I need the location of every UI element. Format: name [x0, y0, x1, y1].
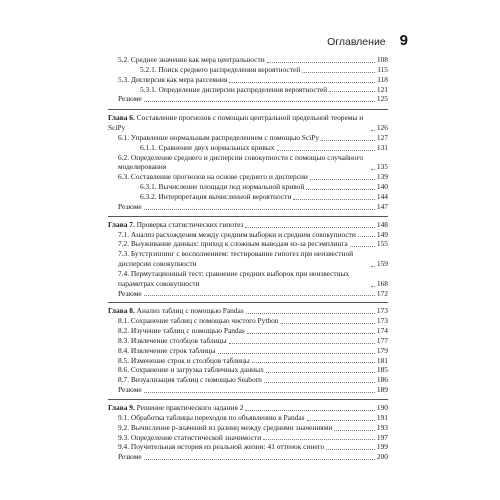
- dot-leader: [229, 343, 375, 344]
- entry-page-number: 126: [376, 123, 388, 133]
- entry-title: Резюме: [118, 452, 142, 462]
- entry-page-number: 199: [376, 442, 388, 452]
- entry-page-number: 200: [376, 452, 388, 462]
- entry-title: 6.3.2. Интерпретация вычисленной вероятности: [140, 191, 292, 201]
- entry-page-number: 139: [376, 172, 388, 182]
- entry-page-number: 173: [376, 306, 388, 316]
- dot-leader: [144, 295, 375, 296]
- entry-page-number: 173: [376, 316, 388, 326]
- entry-title: 8.1. Сохранение таблиц с помощью чистого Python: [118, 316, 279, 326]
- entry-page-number: 149: [376, 229, 388, 239]
- entry-title: 5.3. Дисперсия как мера рассеяния: [118, 74, 228, 84]
- subsection-entry[interactable]: [108, 143, 388, 153]
- entry-title: Резюме: [118, 385, 142, 395]
- entry-page-number: 131: [376, 142, 388, 152]
- dot-leader: [334, 430, 375, 431]
- entry-page-number: 177: [376, 335, 388, 345]
- entry-page-number: 118: [377, 74, 388, 84]
- chapter-label: Глава 8.: [108, 306, 135, 316]
- entry-title: 5.2. Среднее значение как мера центральности: [118, 55, 265, 64]
- entry-title: Резюме: [118, 288, 142, 298]
- entry-page-number: 148: [376, 219, 388, 229]
- entry-page-number: 186: [376, 375, 388, 385]
- entry-title: 8.7. Визуализация таблиц с помощью Seaborn: [118, 375, 262, 385]
- entry-page-number: 159: [376, 259, 388, 269]
- chapter-block: [108, 399, 388, 462]
- chapter-block: [108, 109, 388, 211]
- resume-entry[interactable]: [108, 289, 388, 299]
- chapter-block: [108, 302, 388, 395]
- entry-title: 6.3.1. Вычисление площади под нормальной кривой: [140, 182, 305, 192]
- entry-page-number: 179: [376, 345, 388, 355]
- dot-leader: [371, 130, 375, 131]
- entry-page-number: 172: [376, 288, 388, 298]
- entry-title: 8.3. Извлечение столбцов таблицы: [118, 335, 227, 345]
- entry-page-number: 115: [377, 64, 388, 74]
- dot-leader: [358, 236, 375, 237]
- entry-title: 9.2. Вычисление p-значений из разниц между средними значениями: [118, 422, 333, 432]
- dot-leader: [350, 246, 375, 247]
- entry-title: 8.4. Извлечение строк таблицы: [118, 345, 216, 355]
- section-entry[interactable]: [108, 375, 388, 385]
- dot-leader: [144, 459, 375, 460]
- entry-page-number: 190: [376, 403, 388, 412]
- section-entry[interactable]: [108, 423, 388, 433]
- toc-block: [108, 55, 388, 104]
- chapter-entry[interactable]: [108, 403, 388, 413]
- entry-page-number: 191: [376, 412, 388, 422]
- dot-leader: [144, 392, 375, 393]
- dot-leader: [144, 209, 375, 210]
- entry-title: 8.5. Изменение строк и столбцов таблицы: [118, 355, 250, 365]
- chapter-title: Решение практического задания 2: [136, 403, 244, 412]
- page-number: 9: [399, 32, 408, 49]
- entry-page-number: 155: [376, 239, 388, 249]
- subsection-entry[interactable]: [108, 85, 388, 95]
- section-entry[interactable]: [108, 239, 388, 249]
- section-entry[interactable]: [108, 346, 388, 356]
- entry-title: 6.1. Управление нормальным распределением с помощью SciPy: [118, 132, 320, 142]
- entry-title: 6.3. Составление прогнозов на основе среднего и дисперсии: [118, 172, 308, 182]
- section-entry[interactable]: [108, 442, 388, 452]
- dot-leader: [229, 82, 375, 83]
- dot-leader: [306, 189, 375, 190]
- resume-entry[interactable]: [108, 94, 388, 104]
- chapter-title: Составление прогнозов с помощью центральной предельной теоремы и SciPy: [108, 113, 364, 133]
- table-of-contents: [108, 55, 388, 462]
- entry-title: 8.2. Изучение таблиц с помощью Pandas: [118, 326, 245, 336]
- section-entry[interactable]: [108, 433, 388, 443]
- dot-leader: [371, 286, 375, 287]
- dot-leader: [321, 140, 375, 141]
- section-entry[interactable]: [108, 316, 388, 326]
- dot-leader: [144, 101, 375, 102]
- section-entry[interactable]: [108, 365, 388, 375]
- subsection-entry[interactable]: [108, 182, 388, 192]
- dot-leader: [218, 353, 375, 354]
- section-entry[interactable]: [108, 172, 388, 182]
- dot-leader: [371, 169, 375, 170]
- entry-title: 9.1. Обработка таблицы переходов по объявлению в Pandas: [118, 412, 305, 422]
- entry-page-number: 181: [376, 355, 388, 365]
- section-entry[interactable]: [108, 249, 388, 269]
- dot-leader: [293, 199, 375, 200]
- section-entry[interactable]: [108, 75, 388, 85]
- entry-page-number: 121: [376, 84, 388, 94]
- entry-title: 7.1. Анализ расхождения между средним выборки и средним совокупности: [118, 229, 356, 239]
- resume-entry[interactable]: [108, 452, 388, 462]
- dot-leader: [302, 72, 375, 73]
- dot-leader: [329, 91, 375, 92]
- entry-title: 7.2. Выуживание данных: приход к сложным выводам из-за ресэмплинга: [118, 239, 348, 249]
- chapter-label: Глава 7.: [108, 219, 135, 229]
- dot-leader: [371, 266, 375, 267]
- section-entry[interactable]: [108, 413, 388, 423]
- subsection-entry[interactable]: [108, 65, 388, 75]
- dot-leader: [307, 420, 375, 421]
- entry-title: 5.2.1. Поиск среднего распределения вероятностей: [140, 64, 301, 74]
- entry-page-number: 197: [376, 432, 388, 442]
- section-entry[interactable]: [108, 230, 388, 240]
- entry-page-number: 140: [376, 182, 388, 192]
- chapter-block: [108, 216, 388, 299]
- entry-title: 9.4. Поучительная история из реальной жизни: 41 оттенок синего: [118, 442, 325, 452]
- chapter-entry[interactable]: [108, 113, 388, 133]
- dot-leader: [247, 333, 375, 334]
- entry-title: 8.6. Сохранение и загрузка табличных данных: [118, 365, 264, 375]
- entry-page-number: 193: [376, 422, 388, 432]
- dot-leader: [326, 449, 375, 450]
- section-entry[interactable]: [108, 326, 388, 336]
- entry-title: [108, 113, 369, 133]
- dot-leader: [245, 227, 375, 228]
- dot-leader: [267, 62, 375, 63]
- chapter-title: Проверка статистических гипотез: [136, 219, 244, 229]
- section-entry[interactable]: [108, 133, 388, 143]
- entry-page-number: 168: [376, 278, 388, 288]
- dot-leader: [264, 382, 375, 383]
- entry-page-number: 144: [376, 191, 388, 201]
- entry-title: 7.4. Пермутационный тест: сравнение средних выборок при неизвестных параметрах совокупности: [118, 268, 350, 288]
- entry-title: 6.2. Определение среднего и дисперсии совокупности с помощью случайного моделирования: [118, 152, 364, 172]
- section-entry[interactable]: [108, 356, 388, 366]
- dot-leader: [266, 372, 375, 373]
- dot-leader: [310, 179, 375, 180]
- entry-page-number: 125: [376, 94, 388, 104]
- entry-title: 7.3. Бутстрэппинг с восполнением: тестирование гипотез при неизвестной дисперсии совокупности: [118, 249, 354, 269]
- resume-entry[interactable]: [108, 385, 388, 395]
- chapter-title: Анализ таблиц с помощью Pandas: [136, 306, 244, 316]
- dot-leader: [263, 439, 375, 440]
- entry-page-number: 185: [376, 365, 388, 375]
- entry-title: 5.3.1. Определение дисперсии распределения вероятностей: [140, 84, 328, 94]
- entry-page-number: 147: [376, 201, 388, 211]
- dot-leader: [277, 150, 375, 151]
- entry-title: 6.1.1. Сравнение двух нормальных кривых: [140, 142, 275, 152]
- entry-page-number: 189: [376, 385, 388, 395]
- section-entry[interactable]: [108, 269, 388, 289]
- entry-title: [108, 403, 243, 413]
- dot-leader: [252, 362, 375, 363]
- running-header-title: Оглавление: [327, 36, 386, 48]
- running-header: [70, 32, 408, 49]
- entry-title: Резюме: [118, 94, 142, 104]
- entry-title: 9.3. Определение статистической значимости: [118, 432, 262, 442]
- chapter-entry[interactable]: [108, 220, 388, 230]
- dot-leader: [245, 410, 374, 411]
- section-entry[interactable]: [108, 55, 388, 65]
- entry-page-number: 127: [376, 132, 388, 142]
- dot-leader: [246, 313, 375, 314]
- section-entry[interactable]: [108, 153, 388, 173]
- dot-leader: [281, 323, 375, 324]
- chapter-entry[interactable]: [108, 306, 388, 316]
- entry-page-number: 174: [376, 326, 388, 336]
- entry-title: [108, 220, 243, 230]
- entry-page-number: 135: [376, 162, 388, 172]
- subsection-entry[interactable]: [108, 192, 388, 202]
- resume-entry[interactable]: [108, 202, 388, 212]
- entry-title: [108, 306, 244, 316]
- chapter-label: Глава 9.: [108, 403, 135, 412]
- entry-title: Резюме: [118, 201, 142, 211]
- entry-page-number: 108: [376, 55, 388, 64]
- chapter-label: Глава 6.: [108, 113, 135, 123]
- section-entry[interactable]: [108, 336, 388, 346]
